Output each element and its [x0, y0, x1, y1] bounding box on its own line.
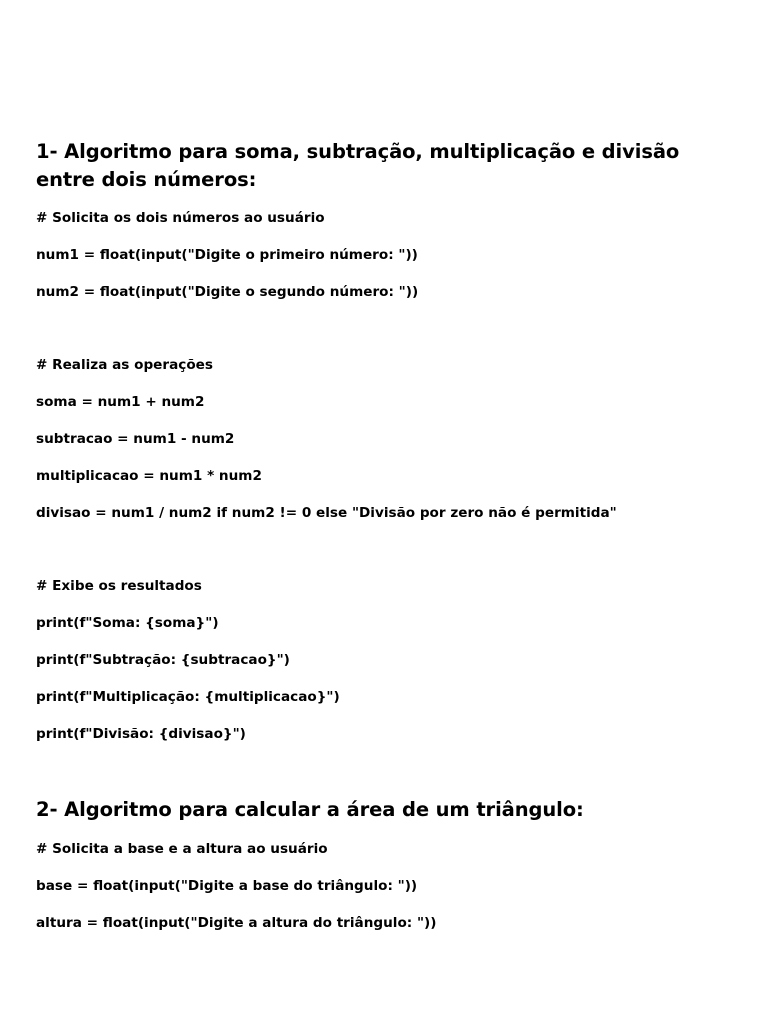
code-line: multiplicacao = num1 * num2 [36, 468, 262, 484]
code-line: print(f"Subtração: {subtracao}") [36, 652, 290, 668]
code-line: num1 = float(input("Digite o primeiro número: ")) [36, 247, 418, 263]
code-line: soma = num1 + num2 [36, 394, 205, 410]
code-line: altura = float(input("Digite a altura do triângulo: ")) [36, 915, 437, 931]
code-comment: # Exibe os resultados [36, 578, 202, 594]
code-line: print(f"Divisão: {divisao}") [36, 726, 246, 742]
code-line: print(f"Multiplicação: {multiplicacao}") [36, 689, 340, 705]
section-2-heading: 2- Algoritmo para calcular a área de um triângulo: [36, 798, 584, 821]
code-line: base = float(input("Digite a base do triângulo: ")) [36, 878, 418, 894]
code-line: subtracao = num1 - num2 [36, 431, 235, 447]
code-line: num2 = float(input("Digite o segundo número: ")) [36, 284, 419, 300]
code-comment: # Solicita a base e a altura ao usuário [36, 841, 328, 857]
code-comment: # Realiza as operações [36, 357, 213, 373]
code-line: print(f"Soma: {soma}") [36, 615, 219, 631]
section-1-heading: 1- Algoritmo para soma, subtração, multiplicação e divisão entre dois números: [36, 140, 680, 191]
code-comment: # Solicita os dois números ao usuário [36, 210, 325, 226]
code-line: divisao = num1 / num2 if num2 != 0 else "Divisão por zero não é permitida" [36, 505, 617, 521]
